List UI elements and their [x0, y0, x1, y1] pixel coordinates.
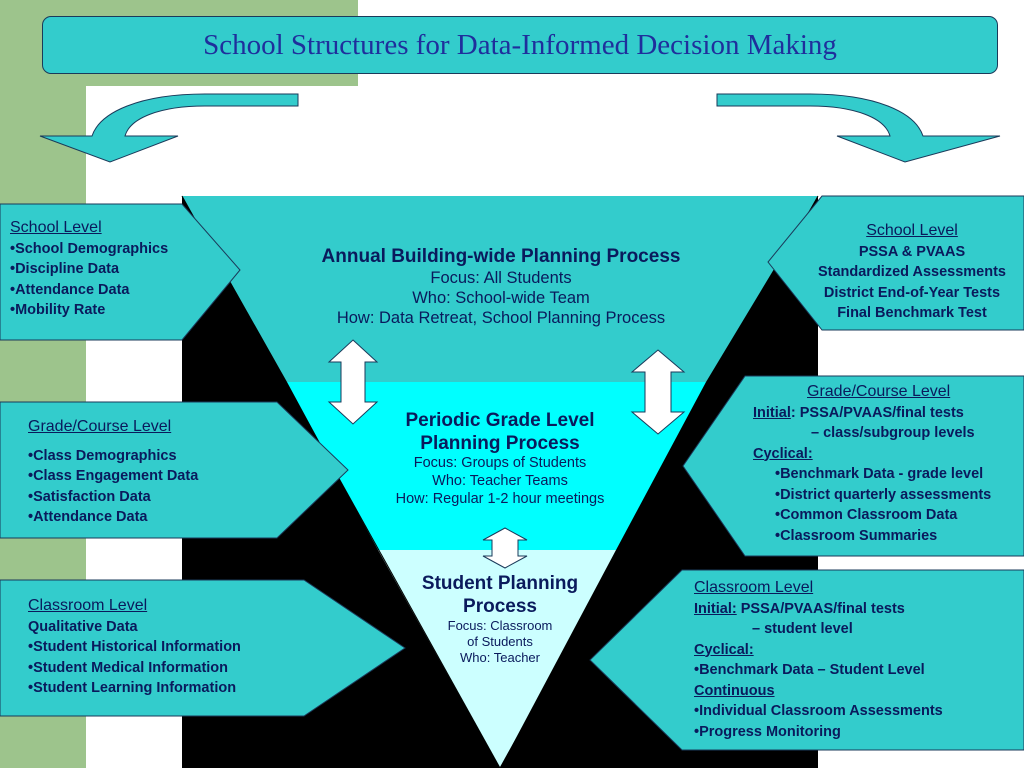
left-grade-heading: Grade/Course Level [28, 418, 172, 435]
list-item: •Progress Monitoring [694, 723, 841, 740]
annual-how: How: Data Retreat, School Planning Process [336, 309, 666, 328]
right-classroom-heading: Classroom Level [694, 579, 814, 596]
student-process-text [400, 572, 600, 666]
list-item: •School Demographics [10, 240, 169, 257]
right-panel-school [800, 221, 1024, 324]
periodic-who: Who: Teacher Teams [432, 473, 568, 490]
annual-process-text [270, 245, 732, 329]
left-classroom-subheading: Qualitative Data [28, 618, 138, 635]
left-panel-classroom [28, 596, 241, 699]
left-school-heading: School Level [10, 219, 102, 236]
right-panel-grade [753, 382, 1024, 546]
right-school-heading: School Level [866, 222, 958, 239]
right-panel-classroom [694, 578, 1022, 742]
student-who: Who: Teacher [460, 650, 540, 666]
periodic-heading-line2: Planning Process [420, 433, 580, 455]
list-item: •Attendance Data [10, 281, 130, 298]
right-grade-initial-sub: – class/subgroup levels [811, 425, 975, 441]
list-item: Standardized Assessments [817, 264, 1007, 280]
student-heading-line2: Process [463, 596, 537, 618]
curved-arrow-left [40, 94, 298, 162]
list-item: PSSA & PVAAS [858, 243, 966, 260]
list-item: •Student Historical Information [28, 639, 241, 655]
page-title: School Structures for Data-Informed Decision Making [203, 28, 837, 61]
left-classroom-heading: Classroom Level [28, 597, 148, 614]
right-classroom-initial-text: PSSA/PVAAS/final tests [736, 600, 905, 617]
list-item: •Class Demographics [28, 447, 177, 464]
list-item: •Common Classroom Data [775, 507, 958, 523]
list-item: •Attendance Data [28, 509, 148, 525]
annual-heading: Annual Building-wide Planning Process [321, 246, 681, 267]
list-item: •Individual Classroom Assessments [694, 703, 943, 719]
student-focus-line2: of Students [467, 634, 533, 650]
curved-arrow-right [717, 94, 1000, 162]
periodic-process-text [360, 409, 640, 508]
list-item: •Classroom Summaries [775, 527, 938, 544]
list-item: District End-of-Year Tests [823, 284, 1001, 301]
list-item: •Benchmark Data - grade level [775, 466, 984, 482]
periodic-how: How: Regular 1-2 hour meetings [395, 490, 605, 507]
right-classroom-initial-label: Initial: [694, 600, 737, 617]
list-item: •Satisfaction Data [28, 488, 151, 505]
periodic-focus: Focus: Groups of Students [413, 455, 587, 472]
left-panel-grade [28, 417, 198, 528]
list-item: •District quarterly assessments [775, 486, 992, 503]
right-classroom-initial-sub: – student level [752, 621, 853, 637]
list-item: •Student Medical Information [28, 659, 229, 676]
annual-focus: Focus: All Students [430, 269, 572, 288]
right-classroom-cyclical-label: Cyclical: [694, 641, 754, 658]
right-grade-cyclical-label: Cyclical: [753, 445, 813, 462]
right-classroom-cyclical-item: •Benchmark Data – Student Level [694, 662, 925, 678]
periodic-heading-line1: Periodic Grade Level [405, 410, 595, 431]
student-heading-line1: Student Planning [421, 573, 579, 594]
right-grade-initial-text: : PSSA/PVAAS/final tests [790, 404, 964, 421]
left-panel-school [10, 218, 168, 321]
right-grade-heading: Grade/Course Level [807, 383, 951, 400]
list-item: Final Benchmark Test [837, 305, 987, 321]
list-item: •Discipline Data [10, 261, 120, 277]
annual-who: Who: School-wide Team [412, 289, 590, 308]
list-item: •Class Engagement Data [28, 468, 199, 484]
right-grade-initial-label: Initial [753, 404, 791, 421]
list-item: •Mobility Rate [10, 302, 106, 318]
list-item: •Student Learning Information [28, 680, 237, 696]
right-classroom-continuous-label: Continuous [694, 682, 775, 699]
student-focus-line1: Focus: Classroom [447, 618, 553, 634]
